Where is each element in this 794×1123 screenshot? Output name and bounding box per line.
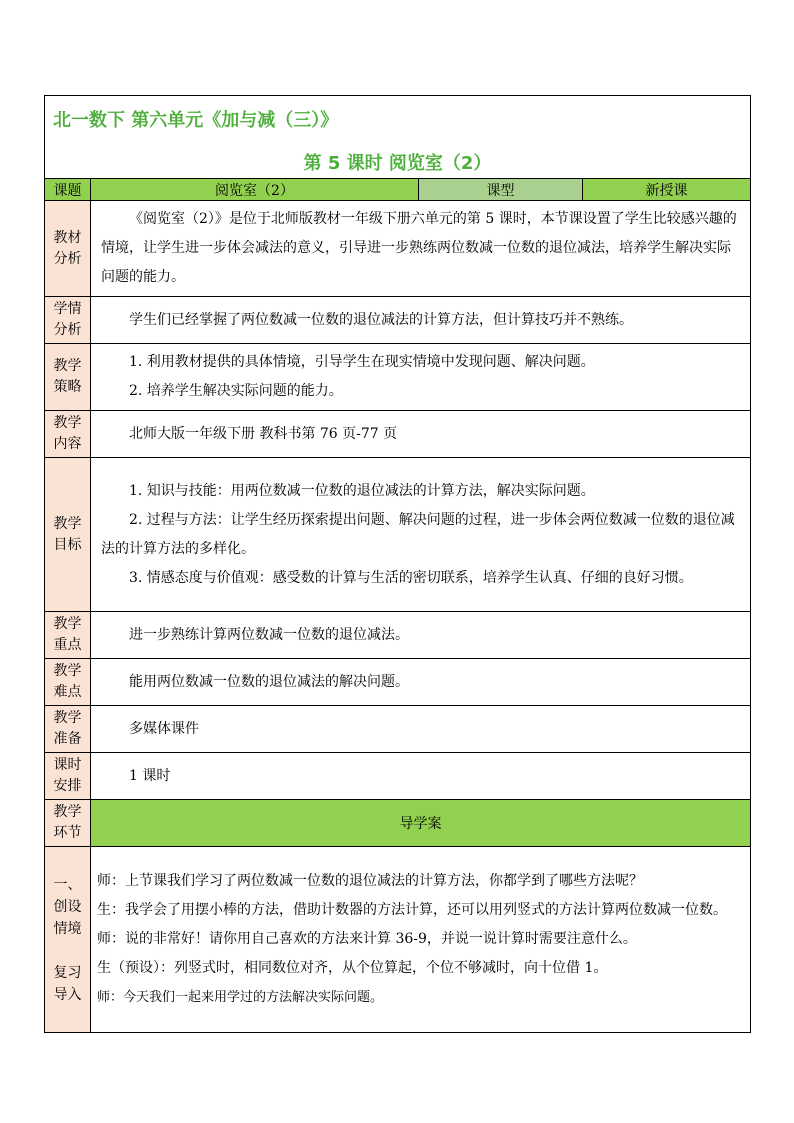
schedule-row [45, 753, 751, 800]
content-text: 北师大版一年级下册 教科书第 76 页-77 页 [129, 425, 398, 442]
dialogue-line: 师：今天我们一起来用学过的方法解决实际问题。 [97, 990, 384, 1005]
process-row [45, 800, 751, 847]
preparation-text-cell [91, 706, 751, 753]
difficulties-label: 教学 难点 [45, 659, 91, 706]
preparation-label: 教学 准备 [45, 706, 91, 753]
dialogue-line: 师：说的非常好！请你用自己喜欢的方法来计算 36-9，并说一说计算时需要注意什么。 [97, 931, 637, 947]
dialogue-line: 师：上节课我们学习了两位数减一位数的退位减法的计算方法，你都学到了哪些方法呢？ [97, 873, 643, 889]
schedule-text-cell [91, 753, 751, 800]
difficulties-text-cell [91, 659, 751, 706]
goal-item: 2. 过程与方法：让学生经历探索提出问题、解决问题的过程，进一步体会两位数减一位数的退位减法的计算方法的多样化。 [101, 511, 735, 557]
title-row [45, 96, 751, 179]
content-text-cell [91, 411, 751, 458]
analysis-label: 教材 分析 [45, 201, 91, 297]
strategy-label: 教学 策略 [45, 344, 91, 411]
course-type-label: 课型 [419, 179, 583, 201]
goals-row [45, 458, 751, 612]
content-row [45, 411, 751, 458]
students-text: 学生们已经掌握了两位数减一位数的退位减法的计算方法，但计算技巧并不熟练。 [129, 311, 633, 328]
goal-item: 3. 情感态度与价值观：感受数的计算与生活的密切联系，培养学生认真、仔细的良好习惯。 [129, 569, 693, 586]
preparation-row [45, 706, 751, 753]
key-points-label: 教学 重点 [45, 612, 91, 659]
intro-row [45, 847, 751, 1033]
preparation-text: 多媒体课件 [129, 720, 199, 737]
strategy-row [45, 344, 751, 411]
intro-text-cell [91, 847, 751, 1033]
content-label: 教学 内容 [45, 411, 91, 458]
schedule-text: 1 课时 [129, 767, 171, 784]
schedule-label: 课时 安排 [45, 753, 91, 800]
difficulties-text: 能用两位数减一位数的退位减法的解决问题。 [129, 673, 409, 690]
students-text-cell [91, 297, 751, 344]
lesson-plan-table [44, 95, 751, 1033]
students-row [45, 297, 751, 344]
title-cell [45, 96, 751, 179]
process-heading: 导学案 [91, 800, 751, 847]
lesson-plan-sheet [44, 95, 750, 1033]
dialogue-line: 生：我学会了用摆小棒的方法，借助计数器的方法计算，还可以用列竖式的方法计算两位数减一位数。 [97, 902, 727, 918]
analysis-row [45, 201, 751, 297]
goal-item: 1. 知识与技能：用两位数减一位数的退位减法的计算方法，解决实际问题。 [129, 482, 595, 499]
strategy-text-cell [91, 344, 751, 411]
course-type-value: 新授课 [583, 179, 751, 201]
course-topic: 阅览室（2） [91, 179, 419, 201]
strategy-item: 2. 培养学生解决实际问题的能力。 [129, 383, 343, 399]
course-label: 课题 [45, 179, 91, 201]
key-points-row [45, 612, 751, 659]
lesson-subtitle: 第 5 课时 阅览室（2） [303, 153, 492, 174]
key-points-text-cell [91, 612, 751, 659]
process-label: 教学 环节 [45, 800, 91, 847]
difficulties-row [45, 659, 751, 706]
goals-label: 教学 目标 [45, 458, 91, 612]
analysis-text: 《阅览室（2）》是位于北师版教材一年级下册六单元的第 5 课时，本节课设置了学生比较感兴趣的情境，让学生进一步体会减法的意义，引导进一步熟练两位数减一位数的退位减法，培养学生解决实际问题的能力。 [101, 211, 737, 285]
course-row [45, 179, 751, 201]
analysis-text-cell [91, 201, 751, 297]
key-points-text: 进一步熟练计算两位数减一位数的退位减法。 [129, 626, 409, 643]
goals-text-cell [91, 458, 751, 612]
dialogue-line: 生（预设）：列竖式时，相同数位对齐，从个位算起，个位不够减时，向十位借 1。 [97, 960, 608, 976]
intro-label: 一、 创设 情境 复习 导入 [45, 847, 91, 1033]
page-title: 北一数下 第六单元《加与减（三）》 [53, 110, 339, 131]
students-label: 学情 分析 [45, 297, 91, 344]
strategy-item: 1. 利用教材提供的具体情境，引导学生在现实情境中发现问题、解决问题。 [129, 354, 595, 370]
